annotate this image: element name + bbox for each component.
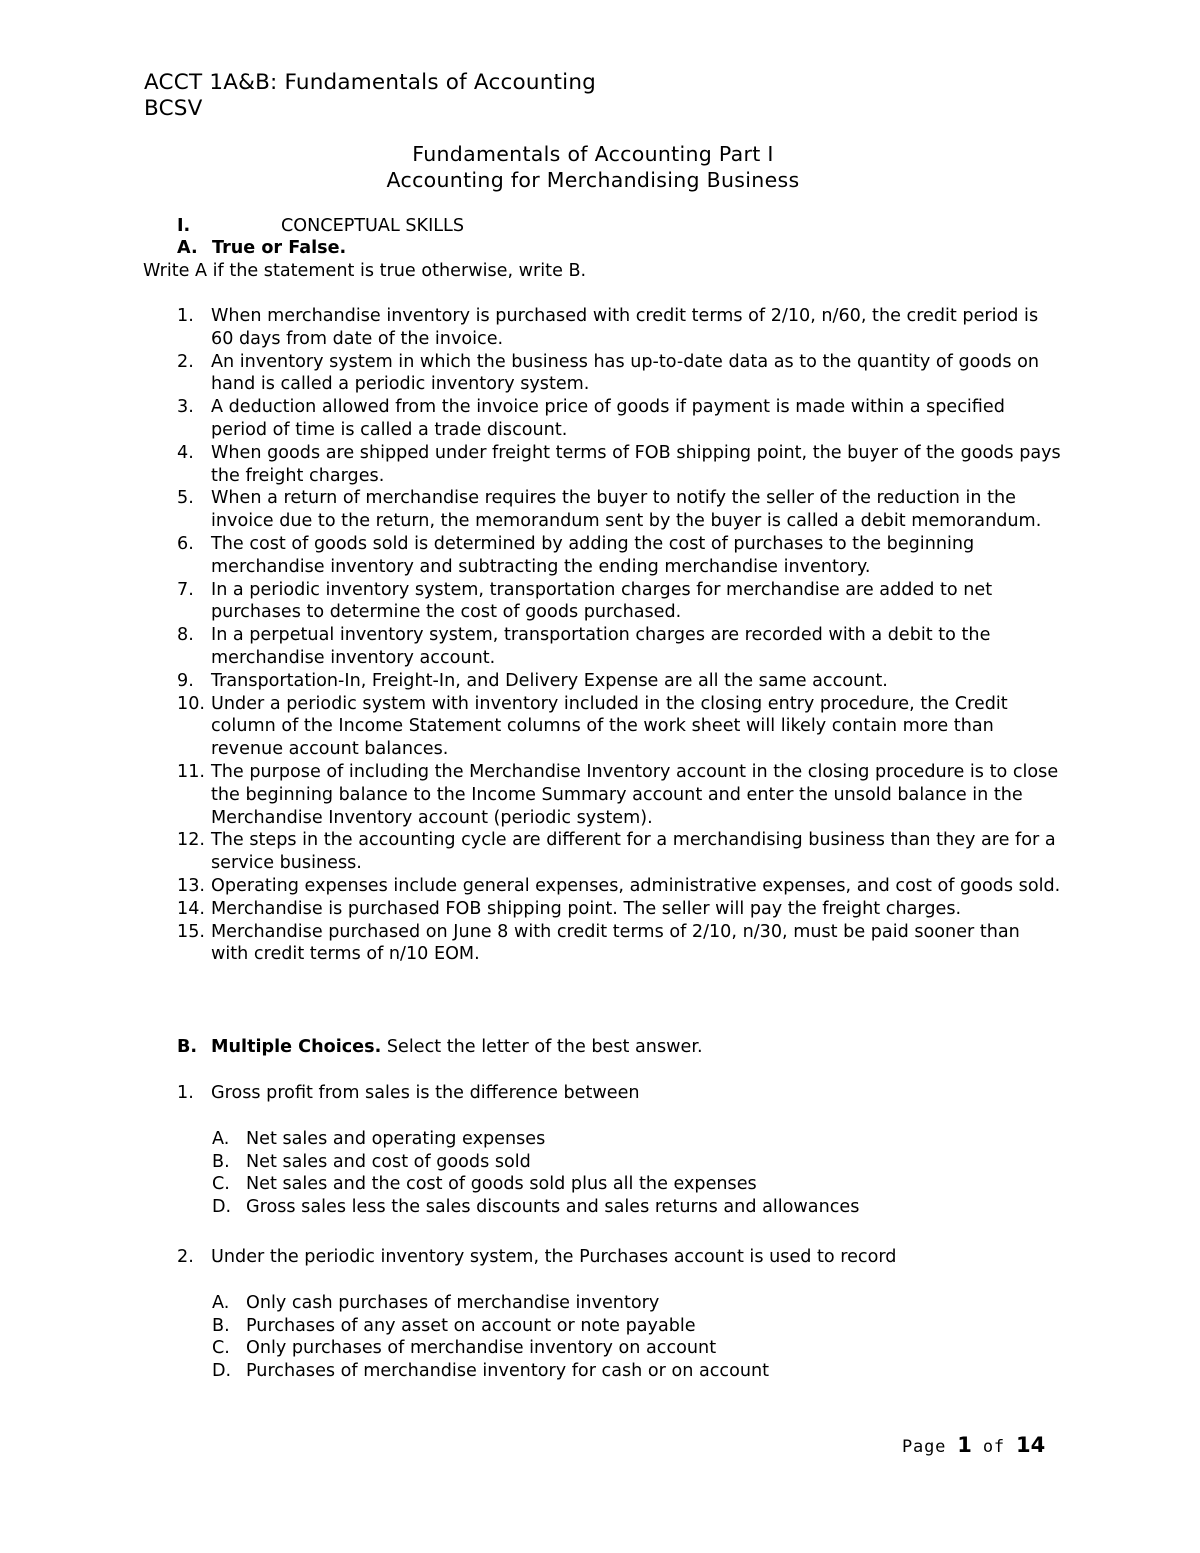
item-number: 9. <box>177 670 194 691</box>
item-text: In a periodic inventory system, transportation charges for merchandise are added to net purchases to determine the cost of goods purchased. <box>211 579 993 623</box>
list-item <box>0 670 1200 693</box>
page-total: 14 <box>1015 1433 1046 1457</box>
part-a-title: True or False. <box>212 238 347 258</box>
list-item <box>0 442 1200 488</box>
page-word: Page <box>902 1437 947 1457</box>
option-letter: A. <box>212 1129 230 1149</box>
option-letter: B. <box>212 1151 230 1172</box>
item-text: Transportation-In, Freight-In, and Delivery Expense are all the same account. <box>211 670 888 691</box>
option-text: Only purchases of merchandise inventory on account <box>246 1338 717 1359</box>
item-text: Under a periodic system with inventory included in the closing entry procedure, the Credit column of the Income Statement columns of the work sheet will likely contain more than revenue account balances. <box>211 693 1008 760</box>
list-item <box>0 693 1200 761</box>
item-text: The steps in the accounting cycle are different for a merchandising business than they are for a service business. <box>211 830 1056 874</box>
document-title <box>0 141 1200 193</box>
page-footer <box>902 1432 1045 1460</box>
list-item <box>0 533 1200 579</box>
item-number: 1. <box>177 306 194 326</box>
item-number: 11. <box>177 761 205 782</box>
item-text: When goods are shipped under freight terms of FOB shipping point, the buyer of the goods pays the freight charges. <box>211 442 1061 486</box>
option-text: Purchases of any asset on account or note payable <box>246 1315 696 1336</box>
item-number: 5. <box>177 488 194 509</box>
part-b-label: B. <box>177 1037 198 1057</box>
option-text: Net sales and operating expenses <box>246 1129 546 1149</box>
item-number: 12. <box>177 830 205 851</box>
item-text: An inventory system in which the business has up-to-date data as to the quantity of goods on hand is called a periodic inventory system. <box>211 351 1039 395</box>
title-line-2: Accounting for Merchandising Business <box>386 168 800 192</box>
option-letter: C. <box>212 1174 230 1195</box>
option-letter: D. <box>212 1360 232 1381</box>
option-letter: D. <box>212 1196 232 1217</box>
list-item <box>0 921 1200 967</box>
item-number: 14. <box>177 898 205 919</box>
option-letter: C. <box>212 1338 230 1359</box>
part-b-heading <box>177 1036 703 1058</box>
item-text: When a return of merchandise requires the buyer to notify the seller of the reduction in the invoice due to the return, the memorandum sent by the buyer is called a debit memorandum. <box>211 488 1042 532</box>
item-text: The cost of goods sold is determined by adding the cost of purchases to the beginning merchandise inventory and subtracting the ending merchandise inventory. <box>211 533 975 577</box>
option-text: Net sales and cost of goods sold <box>246 1151 531 1172</box>
list-item <box>0 829 1200 875</box>
part-b-instruction: Select the letter of the best answer. <box>386 1037 703 1057</box>
section-heading <box>177 215 464 237</box>
course-title: ACCT 1A&B: Fundamentals of Accounting <box>144 70 596 95</box>
list-item <box>0 761 1200 829</box>
item-number: 4. <box>177 442 194 463</box>
item-text: Merchandise is purchased FOB shipping point. The seller will pay the freight charges. <box>211 898 962 919</box>
part-a-instruction: Write A if the statement is true otherwise, write B. <box>143 261 587 281</box>
list-item <box>0 875 1200 898</box>
item-number: 8. <box>177 625 194 646</box>
course-header <box>144 70 596 122</box>
question-number: 2. <box>177 1247 194 1267</box>
item-text: When merchandise inventory is purchased with credit terms of 2/10, n/60, the credit period is 60 days from date of the invoice. <box>211 306 1039 349</box>
item-number: 7. <box>177 579 194 600</box>
section-number: I. <box>177 216 191 236</box>
item-text: A deduction allowed from the invoice price of goods if payment is made within a specified period of time is called a trade discount. <box>211 397 1005 440</box>
item-number: 2. <box>177 351 194 372</box>
list-item <box>0 624 1200 670</box>
part-b-title: Multiple Choices. <box>211 1037 382 1057</box>
list-item <box>0 305 1200 351</box>
item-text: In a perpetual inventory system, transportation charges are recorded with a debit to the merchandise inventory account. <box>211 625 991 668</box>
true-false-list <box>0 305 1200 966</box>
section-title: CONCEPTUAL SKILLS <box>281 216 465 236</box>
option-text: Net sales and the cost of goods sold plus all the expenses <box>246 1174 757 1195</box>
option-text: Purchases of merchandise inventory for cash or on account <box>246 1360 770 1381</box>
list-item <box>0 396 1200 442</box>
list-item <box>0 351 1200 397</box>
option-text: Only cash purchases of merchandise inventory <box>246 1293 660 1313</box>
question-text: Gross profit from sales is the difference between <box>211 1083 640 1103</box>
item-text: Merchandise purchased on June 8 with credit terms of 2/10, n/30, must be paid sooner than with credit terms of n/10 EOM. <box>211 921 1020 965</box>
item-text: The purpose of including the Merchandise Inventory account in the closing procedure is to close the beginning balance to the Income Summary account and enter the unsold balance in the Merchandise Inventory account (periodic system). <box>211 761 1059 828</box>
item-number: 6. <box>177 533 194 554</box>
option-letter: A. <box>212 1293 230 1313</box>
question-text: Under the periodic inventory system, the Purchases account is used to record <box>211 1247 897 1267</box>
list-item <box>0 579 1200 625</box>
item-number: 3. <box>177 397 194 418</box>
title-line-1: Fundamentals of Accounting Part I <box>412 142 774 166</box>
item-number: 10. <box>177 693 205 714</box>
of-word: of <box>982 1437 1005 1457</box>
part-a-heading <box>177 237 346 259</box>
list-item <box>0 487 1200 533</box>
list-item <box>0 898 1200 921</box>
school-name: BCSV <box>144 96 203 121</box>
question-number: 1. <box>177 1083 194 1103</box>
option-text: Gross sales less the sales discounts and sales returns and allowances <box>246 1196 860 1217</box>
page-number: 1 <box>957 1433 972 1457</box>
item-text: Operating expenses include general expenses, administrative expenses, and cost of goods sold. <box>211 875 1061 896</box>
option-letter: B. <box>212 1315 230 1336</box>
item-number: 13. <box>177 875 205 896</box>
item-number: 15. <box>177 921 205 942</box>
part-a-label: A. <box>177 238 198 258</box>
